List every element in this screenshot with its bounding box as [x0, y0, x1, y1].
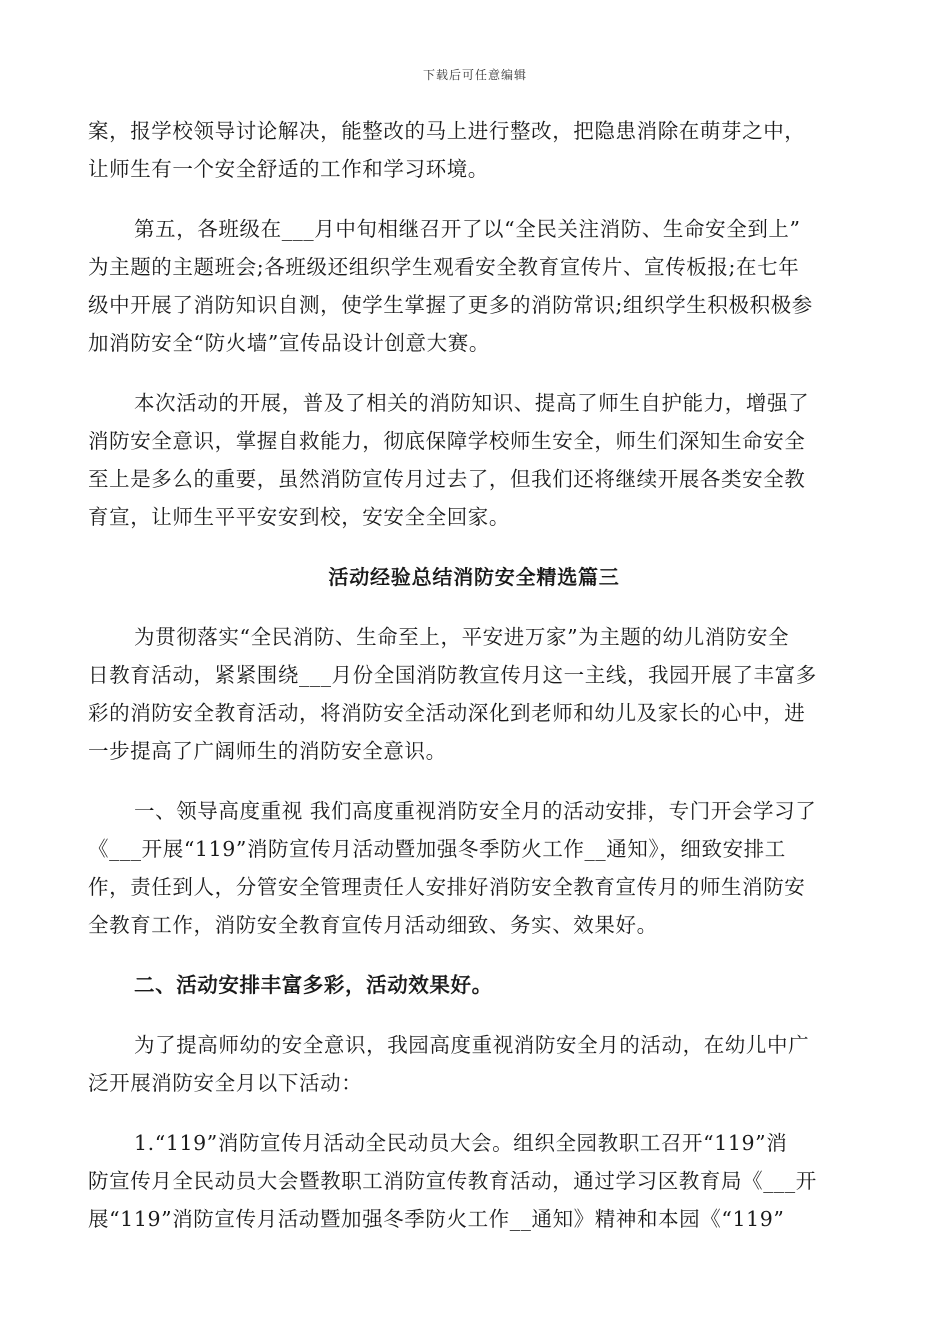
- paragraph-leadership: [88, 792, 860, 944]
- text-line: 本次活动的开展，普及了相关的消防知识、提高了师生自护能力，增强了: [134, 391, 810, 415]
- text-line: 育宣，让师生平平安安到校，安安全全回家。: [88, 505, 510, 529]
- text-line: 级中开展了消防知识自测，使学生掌握了更多的消防常识;组织学生积极积极参: [88, 293, 813, 317]
- text-line: 为了提高师幼的安全意识，我园高度重视消防安全月的活动，在幼儿中广: [134, 1033, 810, 1057]
- document-body: [88, 112, 860, 1238]
- text-line: 防宣传月全民动员大会暨教职工消防宣传教育活动，通过学习区教育局《___开: [88, 1169, 817, 1193]
- text-line: 让师生有一个安全舒适的工作和学习环境。: [88, 157, 489, 181]
- paragraph-continuation: [88, 112, 860, 188]
- text-line: 展“119”消防宣传月活动暨加强冬季防火工作__通知》精神和本园《“119”: [88, 1207, 785, 1231]
- text-line: 为贯彻落实“全民消防、生命至上，平安进万家”为主题的幼儿消防安全: [134, 625, 790, 649]
- text-line: 至上是多么的重要，虽然消防宣传月过去了，但我们还将继续开展各类安全教: [88, 467, 806, 491]
- text-line: 1.“119”消防宣传月活动全民动员大会。组织全园教职工召开“119”消: [134, 1131, 788, 1155]
- text-line: 《___开展“119”消防宣传月活动暨加强冬季防火工作__通知》，细致安排工: [88, 837, 786, 861]
- text-line: 案，报学校领导讨论解决，能整改的马上进行整改，把隐患消除在萌芽之中，: [88, 119, 806, 143]
- text-line: 为主题的主题班会;各班级还组织学生观看安全教育宣传片、宣传板报;在七年: [88, 255, 800, 279]
- paragraph-fifth: [88, 210, 860, 362]
- paragraph-summary: [88, 384, 860, 536]
- text-line: 作，责任到人，分管安全管理责任人安排好消防安全教育宣传月的师生消防安: [88, 875, 806, 899]
- text-line: 泛开展消防安全月以下活动：: [88, 1071, 363, 1095]
- section-title: 活动经验总结消防安全精选篇三: [328, 565, 620, 589]
- text-line: 日教育活动，紧紧围绕___月份全国消防教宣传月这一主线，我园开展了丰富多: [88, 663, 817, 687]
- text-line: 一步提高了广阔师生的消防安全意识。: [88, 739, 447, 763]
- paragraph-activities: [88, 1026, 860, 1102]
- text-line: 全教育工作，消防安全教育宣传月活动细致、务实、效果好。: [88, 913, 658, 937]
- text-line: 彩的消防安全教育活动，将消防安全活动深化到老师和幼儿及家长的心中，进: [88, 701, 806, 725]
- text-line: 第五，各班级在___月中旬相继召开了以“全民关注消防、生命安全到上”: [134, 217, 801, 241]
- text-line: 一、领导高度重视 我们高度重视消防安全月的活动安排，专门开会学习了: [134, 799, 817, 823]
- paragraph-item-1: [88, 1124, 860, 1238]
- text-line: 消防安全意识，掌握自救能力，彻底保障学校师生安全，师生们深知生命安全: [88, 429, 806, 453]
- paragraph-intro: [88, 618, 860, 770]
- sub-heading: 二、活动安排丰富多彩，活动效果好。: [134, 973, 493, 997]
- page-header-note: 下载后可任意编辑: [422, 68, 527, 82]
- text-line: 加消防安全“防火墙”宣传品设计创意大赛。: [88, 331, 490, 355]
